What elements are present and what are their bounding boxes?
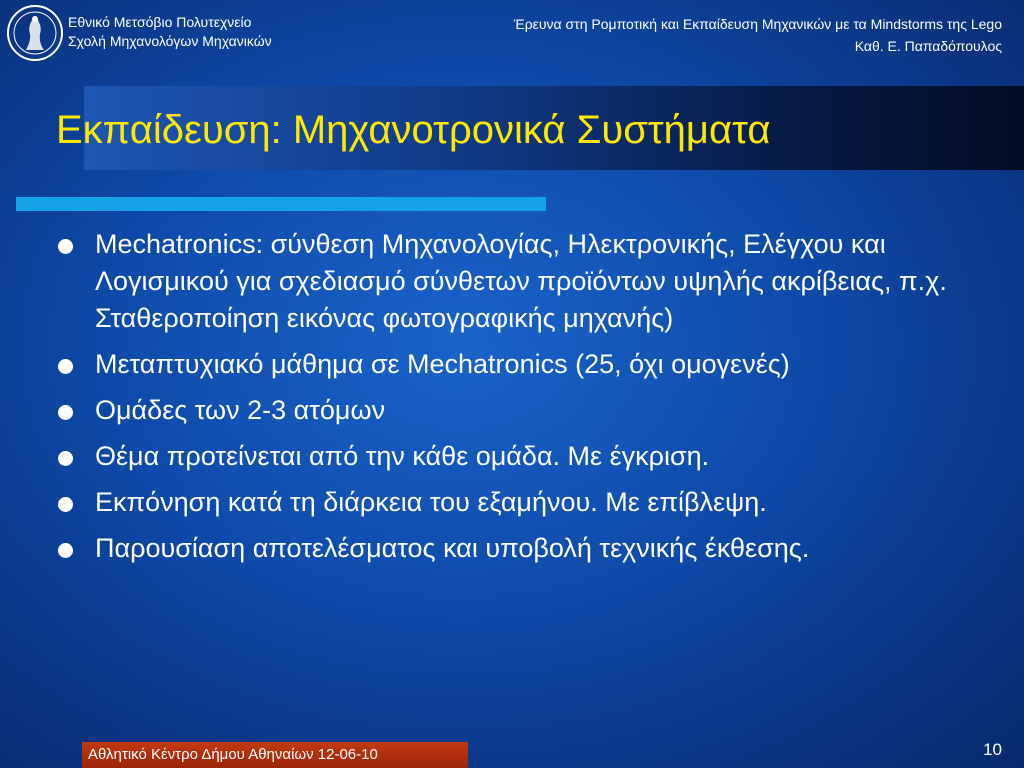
bullet-text: Mechatronics: σύνθεση Μηχανολογίας, Ηλεκτρονικής, Ελέγχου και Λογισμικού για σχεδιασμό σύνθετων προϊόντων υψηλής ακρίβειας, π.χ. Σταθεροποίηση εικόνας φωτογραφικής μηχανής) [95,229,947,333]
bullet-text: Εκπόνηση κατά τη διάρκεια του εξαμήνου. Με επίβλεψη. [95,487,767,517]
bullet-item [58,392,1008,429]
institution-line-2: Σχολή Μηχανολόγων Μηχανικών [68,33,272,49]
bullet-item [58,438,1008,475]
bullet-item [58,346,1008,383]
bullet-item [58,226,1008,337]
project-title: Έρευνα στη Ρομποτική και Εκπαίδευση Μηχανικών με τα Mindstorms της Lego [513,16,1002,32]
accent-bar [16,197,546,211]
header-right [514,13,1002,57]
author-name: Καθ. Ε. Παπαδόπουλος [854,38,1002,54]
bullet-item [58,530,1008,567]
bullet-dot-icon [58,405,73,420]
bullet-dot-icon [58,359,73,374]
bullet-text: Ομάδες των 2-3 ατόμων [95,395,386,425]
slide-title: Εκπαίδευση: Μηχανοτρονικά Συστήματα [56,108,771,152]
bullet-text: Μεταπτυχιακό μάθημα σε Mechatronics (25, όχι ομογενές) [95,349,790,379]
university-seal-logo [6,4,64,62]
page-number: 10 [983,740,1002,759]
bullet-item [58,484,1008,521]
bullet-dot-icon [58,239,73,254]
institution-line-1: Εθνικό Μετσόβιο Πολυτεχνείο [68,14,252,30]
bullet-text: Θέμα προτείνεται από την κάθε ομάδα. Με έγκριση. [95,441,710,471]
footer-event: Αθλητικό Κέντρο Δήμου Αθηναίων 12-06-10 [82,742,468,768]
bullet-dot-icon [58,497,73,512]
bullet-list [58,226,1008,576]
institution-name [68,13,272,51]
bullet-text: Παρουσίαση αποτελέσματος και υποβολή τεχνικής έκθεσης. [95,533,810,563]
bullet-dot-icon [58,543,73,558]
bullet-dot-icon [58,451,73,466]
